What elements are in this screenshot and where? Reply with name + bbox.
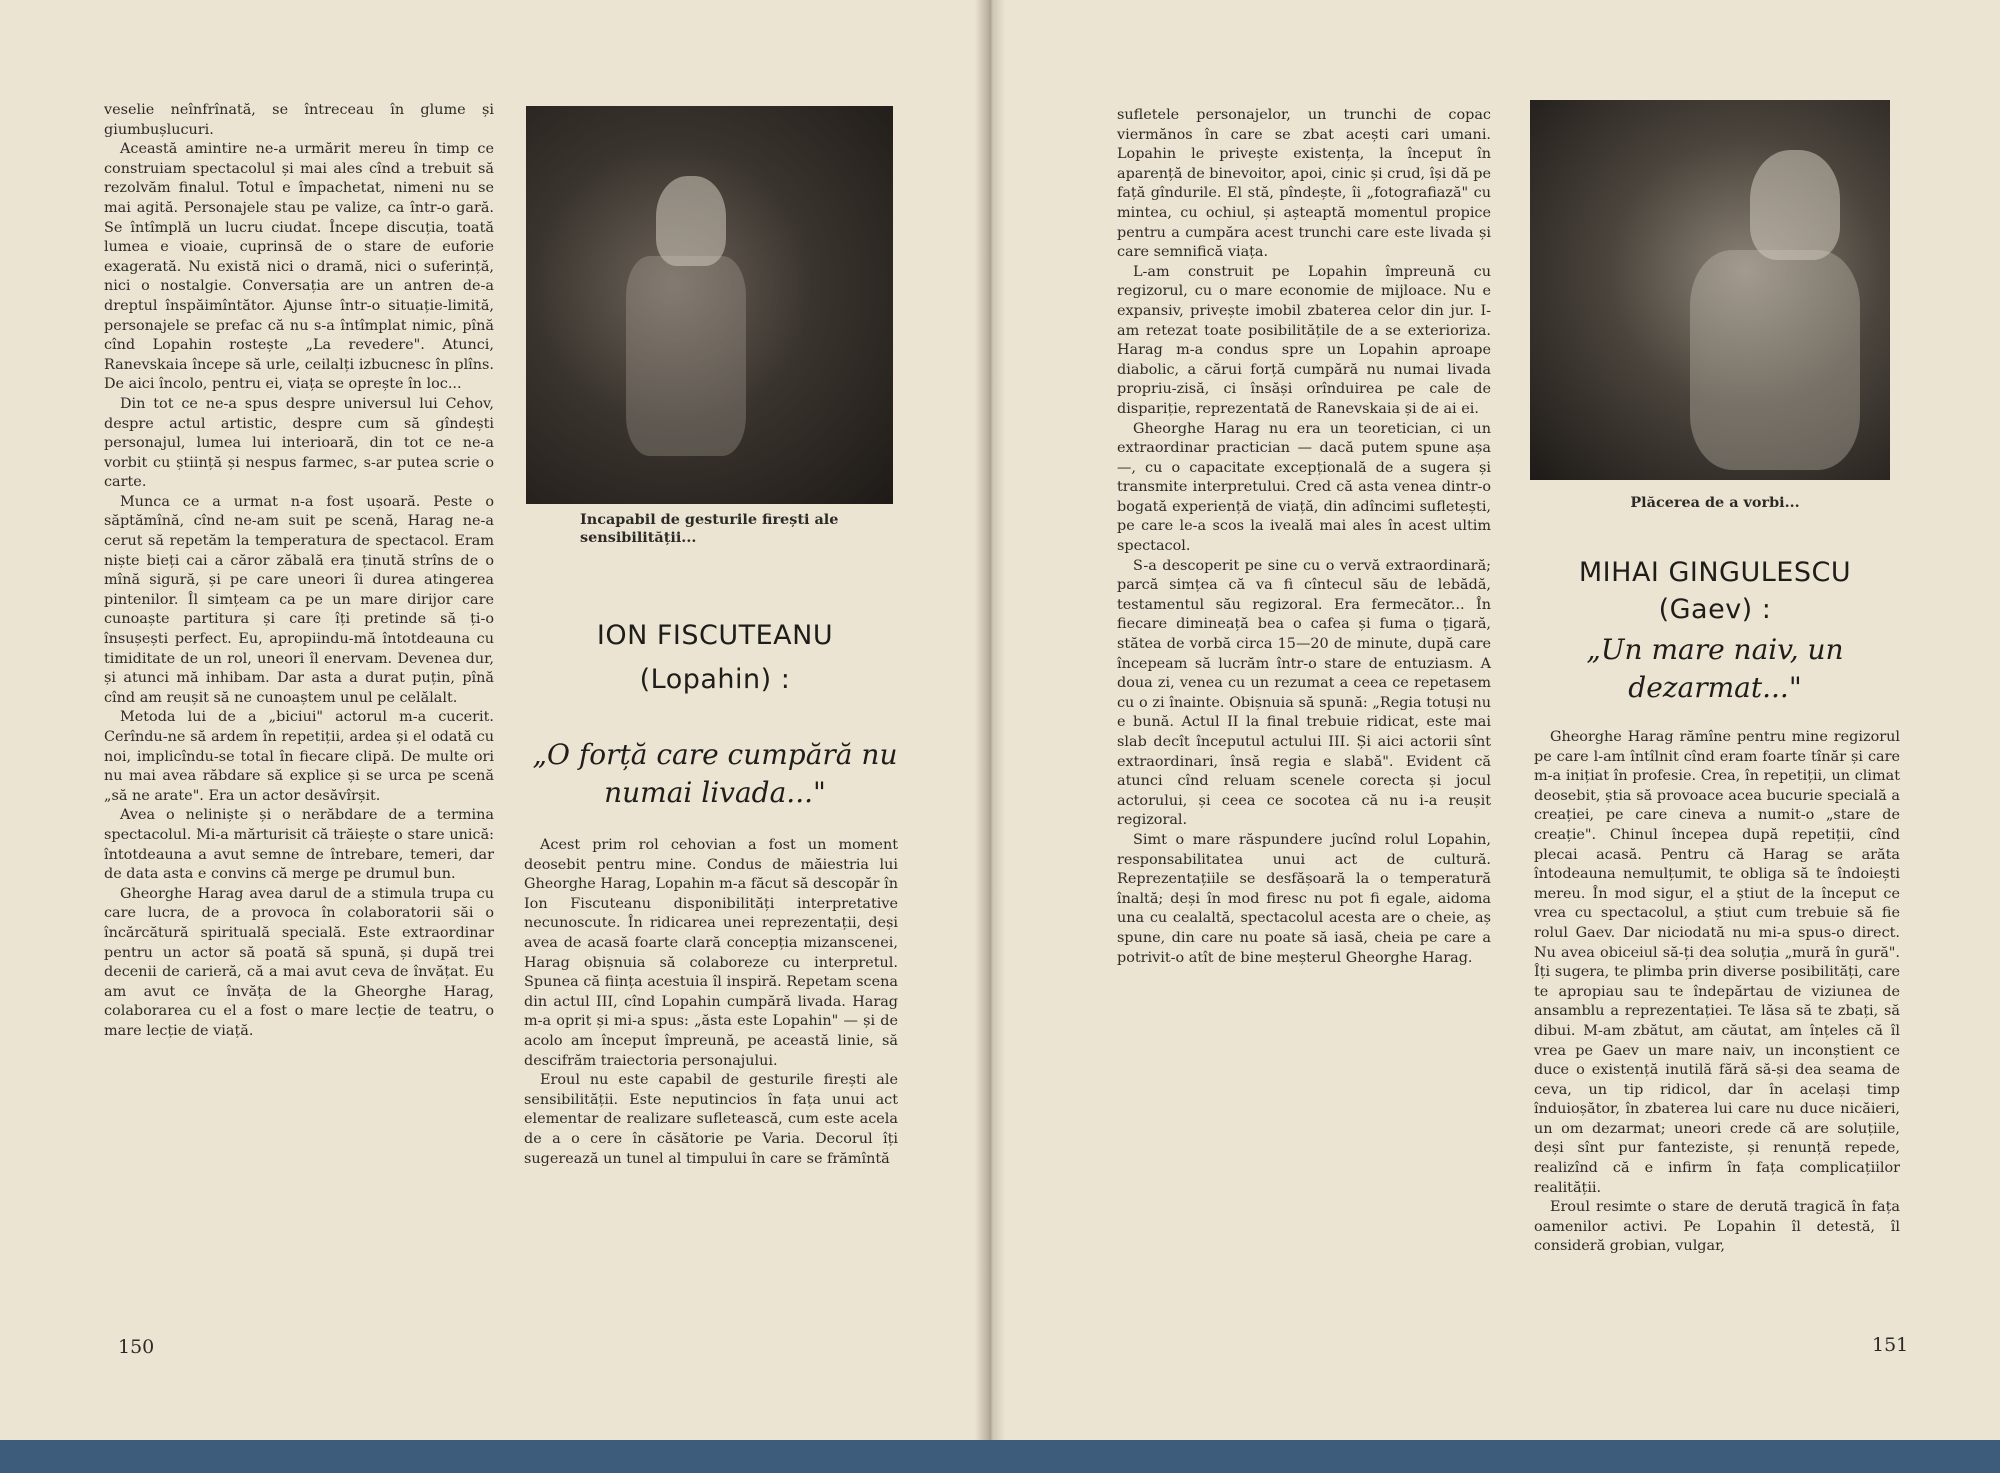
paragraph: Avea o neliniște și o nerăbdare de a termina spectacolul. Mi-a mărturisit că trăiește o stare unică: întotdeauna a avut semne de întrebare, temeri, dar de data asta e convins că merge pe drumul bun. [104, 807, 494, 883]
book-gutter [975, 0, 1005, 1473]
photo-lopahin [526, 106, 893, 504]
paragraph: Metoda lui de a „biciui" actorul m-a cucerit. Cerîndu-ne să ardem în repetiții, ardea și el odată cu noi, implicîndu-se total în fiecare clipă. De multe ori nu mai avea răbdare să explice și se urca pe scenă „să ne arate". Era un actor desăvîrșit. [104, 709, 494, 804]
paragraph: sufletele personajelor, un trunchi de copac viermănos în care se zbat acești cari umani. Lopahin le privește existența, la început în aparență de binevoitor, apoi, cinic și crud, își dă pe față gîndurile. El stă, pîndește, îi „fotografiază" cu mintea, cu ochiul, și așteaptă momentul propice pentru a cumpăra acest trunchi care este livada și care semnifică viața. [1117, 107, 1491, 261]
paragraph: L-am construit pe Lopahin împreună cu regizorul, cu o mare economie de mijloace. Nu e expansiv, privește imobil zbaterea celor din jur. I-am retezat toate posibilitățile de a se exterioriza. Harag m-a condus spre un Lopahin aproape diabolic, a cărui forță cumpără nu numai livada propriu-zisă, ci însăși orînduirea pe cale de dispariție, reprezentată de Ranevskaia și de ai ei. [1117, 263, 1491, 417]
paragraph: Acest prim rol cehovian a fost un moment deosebit pentru mine. Condus de măiestria lui Gheorghe Harag, Lopahin m-a făcut să descopăr în Ion Fiscuteanu disponibilități interpretative necunoscute. În ridicarea unei reprezentații, deși avea de acasă foarte clară concepția mizanscenei, Harag obișnuia să colaboreze cu interpretul. Spunea că ființa acestuia îl inspiră. Repetam scena din actul III, cînd Lopahin cumpără livada. Harag m-a oprit și mi-a spus: „ăsta este Lopahin" — și de acolo am început împreună, pe această linie, să descifrăm traiectoria personajului. [524, 837, 898, 1069]
left-column-1 [104, 101, 494, 1042]
paragraph: Gheorghe Harag nu era un teoretician, ci un extraordinar practician — dacă putem spune așa —, cu o capacitate excepțională de a sugera și transmite interpretului. Cred că asta venea dintr-o bogată experiență de viață, din adîncimi sufletești, pe care le-a scos la iveală mai ales în acest ultim spectacol. [1117, 420, 1491, 555]
right-column-2 [1534, 728, 1900, 1257]
paragraph: veselie neînfrînată, se întreceau în glume și giumbușlucuri. [104, 102, 494, 138]
photo-gaev [1530, 100, 1890, 480]
page-number: 150 [118, 1336, 155, 1358]
right-column-1 [1117, 106, 1491, 968]
paragraph: Gheorghe Harag rămîne pentru mine regizorul pe care l-am întîlnit cînd eram foarte tînăr și care m-a inițiat în profesie. Crea, în repetiții, un climat deosebit, știa să provoace acea bucurie specială a creației, pe care cineva a numit-o „stare de creație". Chinul începea după repetiții, cînd plecai acasă. Pentru că Harag se arăta întodeauna nemulțumit, te obliga să te îndoiești mereu. În mod sigur, el a știut de la început ce vrea cu spectacolul, a știut cum trebuie să fie rolul Gaev. Dar niciodată nu mi-a spus-o direct. Nu avea obiceiul să-ți dea soluția „mură în gură". Îți sugera, te plimba prin diverse posibilități, care te apropiau sau te îndepărtau de viziunea de ansamblu a reprezentației. Te lăsa să te zbați, să dibui. M-am zbătut, am căutat, am înțeles că îl vrea pe Gaev un mare naiv, un inconștient ce duce o existență inutilă fără să-și dea seama de ceva, un tip ridicol, dar în același timp înduioșător, în zbaterea lui care nu duce nicăieri, un om dezarmat; uneori crede că are soluțiile, deși sînt pur fanteziste, și renunță repede, realizînd că e infirm în fața complicațiilor realității. [1534, 729, 1900, 1196]
paragraph: Munca ce a urmat n-a fost ușoară. Peste o săptămînă, cînd ne-am suit pe scenă, Harag ne-a cerut să repetăm la temperatura de spectacol. Eram niște bieți cai a căror zăbală era ținută strîns de o mînă sigură, și pe care uneori îi durea atingerea pintenilor. Îl simțeam ca pe un mare dirijor care cunoaște partitura și care îți pretinde să ți-o însușești perfect. Eu, apropiindu-mă întotdeauna cu timiditate de un rol, uneori îl enervam. Devenea dur, și atunci mă inhibam. Dar asta a durat puțin, pînă cînd am reușit să ne cunoaștem unul pe celălalt. [104, 493, 494, 706]
pull-quote: „Un mare naiv, un dezarmat..." [1586, 633, 1844, 704]
left-page [0, 0, 990, 1462]
paragraph: Eroul resimte o stare de derută tragică în fața oamenilor activi. Pe Lopahin îl detestă, îl consideră grobian, vulgar, [1534, 1199, 1900, 1255]
photo-caption: Incapabil de gesturile firești ale sensibilității... [580, 511, 839, 546]
book-cover-edge [0, 1440, 2000, 1473]
paragraph: Gheorghe Harag avea darul de a stimula trupa cu care lucra, de a provoca în colaboratorii săi o încărcătură spirituală specială. Este extraordinar pentru un actor să poată să spună, și după trei decenii de carieră, că a mai avut ceva de învățat. Eu am avut ce învăța de la Gheorghe Harag, colaborarea cu el a fost o mare lecție de teatru, o mare lecție de viață. [104, 885, 494, 1039]
pull-quote: „O forță care cumpără nu numai livada..." [532, 738, 898, 809]
right-page [990, 0, 2000, 1462]
section-heading-name: MIHAI GINGULESCU [1578, 557, 1852, 588]
paragraph: Această amintire ne-a urmărit mereu în timp ce construiam spectacolul și mai ales cînd a trebuit să rezolvăm finalul. Totul e împachetat, nimeni nu se mai agită. Personajele stau pe valize, ca într-o gară. Se întîmplă un lucru ciudat. Începe discuția, toată lumea e vioaie, cuprinsă de o stare de euforie exagerată. Nu există nici o dramă, nici o suferință, nici o nostalgie. Conversația are un antren de-a dreptul înspăimîntător. Ajunse într-o situație-limită, personajele se prefac că nu s-a întîmplat nimic, pînă cînd Lopahin rostește „La revedere". Atunci, Ranevskaia începe să urle, ceilalți izbucnesc în plîns. De aici încolo, pentru ei, viața se oprește în loc... [104, 141, 494, 393]
section-heading-role: (Lopahin) : [639, 664, 791, 695]
section-heading-role: (Gaev) : [1658, 594, 1772, 625]
paragraph: S-a descoperit pe sine cu o vervă extraordinară; parcă simțea că va fi cîntecul său de lebădă, testamentul său regizoral. Era fermecător... În fiecare dimineață bea o cafea și fuma o țigară, stătea de vorbă circa 15—20 de minute, după care începeam să lucrăm într-o stare de entuziasm. A doua zi, venea cu un rezumat a ceea ce repetasem cu o zi înainte. Obișnuia să spună: „Regia totuși nu e bună. Actul II la final trebuie ridicat, este mai slab decît începutul actului III. Și aici actorii sînt extraordinari, însă regia e slabă". Evident că atunci cînd reluam scenele corecta și jocul actorului, și ceea ce socotea că nu i-a reușit regizoral. [1117, 557, 1491, 829]
paragraph: Eroul nu este capabil de gesturile firești ale sensibilității. Este neputincios în fața unui act elementar de realizare sufletească, cum este acela de a o cere în căsătorie pe Varia. Decorul îți sugerează un tunel al timpului în care se frămîntă [524, 1072, 898, 1167]
paragraph: Din tot ce ne-a spus despre universul lui Cehov, despre actul artistic, despre cum să gîndești personajul, lumea lui interioară, din tot ce ne-a vorbit cu știință și nespus farmec, s-ar putea scrie o carte. [104, 395, 494, 491]
photo-caption: Plăcerea de a vorbi... [1630, 494, 1800, 511]
section-heading-name: ION FISCUTEANU [596, 620, 834, 651]
left-column-2 [524, 836, 898, 1169]
paragraph: Simt o mare răspundere jucînd rolul Lopahin, responsabilitatea unui act de cultură. Reprezentațiile se desfășoară la o temperatură înaltă; deși în mod firesc nu pot fi egale, aidoma una cu cealaltă, spectacolul acesta are o cheie, aș spune, din care nu poate să iasă, cheia pe care a potrivit-o atît de bine meșterul Gheorghe Harag. [1117, 831, 1491, 966]
page-number: 151 [1872, 1334, 1909, 1356]
